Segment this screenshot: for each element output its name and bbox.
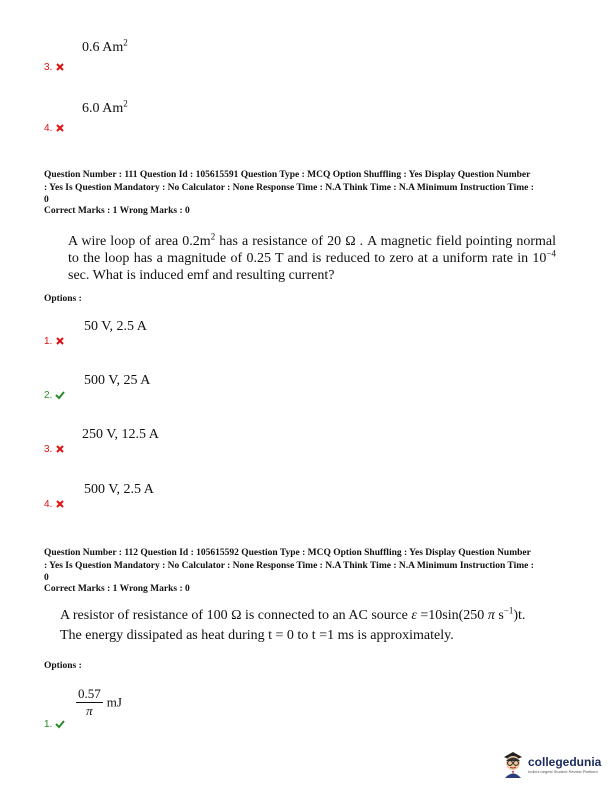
q111-text-c: sec. What is induced emf and resulting current? bbox=[68, 268, 335, 283]
wrong-cross-icon bbox=[55, 62, 65, 72]
q111-options-label: Options : bbox=[44, 294, 82, 304]
q111-option-4-number-text: 4. bbox=[44, 499, 53, 510]
q111-meta-line3: 0 bbox=[44, 195, 49, 205]
q111-option-3-number-text: 3. bbox=[44, 444, 53, 455]
q112-option-1-number-text: 1. bbox=[44, 719, 53, 730]
student-mascot-icon bbox=[502, 750, 524, 778]
prev-option-4-label: 6.0 Am bbox=[82, 101, 124, 116]
q112-question-text bbox=[60, 607, 560, 644]
q112-line1-e: s bbox=[494, 608, 504, 623]
q112-meta bbox=[44, 547, 584, 585]
q111-text-b: has a resistance of 20 Ω . A magnetic field pointing normal to the loop has a magnitude of 0.25 T and is reduced to zero at a uniform rate in 10 bbox=[68, 234, 556, 266]
logo-subtext: India's largest Student Review Platform bbox=[528, 768, 598, 774]
q112-line2: The energy dissipated as heat during t = 0 to t =1 ms is approximately. bbox=[60, 628, 454, 643]
q112-option-1-unit: mJ bbox=[106, 694, 122, 710]
q111-meta-line2: : Yes Is Question Mandatory : No Calculator : None Response Time : N.A Think Time : N.A Minimum Instruction Time : bbox=[44, 182, 534, 193]
q111-option-1-text: 50 V, 2.5 A bbox=[84, 319, 147, 334]
q112-options-label: Options : bbox=[44, 661, 82, 671]
q112-option-1-fraction bbox=[76, 686, 103, 719]
q111-text-a-sup: 2 bbox=[210, 231, 216, 242]
q111-meta bbox=[44, 169, 584, 207]
prev-option-3-label: 0.6 Am bbox=[82, 40, 124, 55]
wrong-cross-icon bbox=[55, 336, 65, 346]
q112-option-1-text bbox=[76, 686, 122, 719]
wrong-cross-icon bbox=[55, 499, 65, 509]
q112-meta-line1: Question Number : 112 Question Id : 105615592 Question Type : MCQ Option Shuffling : Yes Display Question Number bbox=[44, 548, 531, 558]
q111-option-4-number bbox=[44, 499, 65, 510]
q111-meta-line1: Question Number : 111 Question Id : 105615591 Question Type : MCQ Option Shuffling : Yes Display Question Number bbox=[44, 170, 531, 180]
q112-meta-line3: 0 bbox=[44, 573, 49, 583]
correct-check-icon bbox=[55, 390, 65, 400]
prev-option-4-sup: 2 bbox=[123, 98, 128, 109]
q111-option-2-number bbox=[44, 390, 65, 401]
q111-option-3-text: 250 V, 12.5 A bbox=[82, 427, 159, 442]
q111-option-3-number bbox=[44, 444, 65, 455]
prev-option-4-text bbox=[82, 98, 128, 117]
prev-option-3-text bbox=[82, 37, 128, 56]
q111-option-1-number-text: 1. bbox=[44, 336, 53, 347]
q112-epsilon: ε bbox=[411, 608, 417, 623]
q111-text-a: A wire loop of area 0.2m bbox=[68, 234, 211, 249]
q112-line1-a: A resistor of resistance of 100 Ω is connected to an AC source bbox=[60, 608, 412, 623]
collegedunia-logo bbox=[502, 750, 601, 778]
q112-marks: Correct Marks : 1 Wrong Marks : 0 bbox=[44, 584, 190, 594]
q112-option-1-number bbox=[44, 719, 65, 730]
q111-text-b-sup: −4 bbox=[546, 248, 556, 259]
q112-line1-sup: −1 bbox=[503, 605, 514, 616]
q112-option-1-numerator: 0.57 bbox=[78, 686, 101, 701]
q111-question-text bbox=[68, 233, 556, 284]
q111-option-2-text: 500 V, 25 A bbox=[84, 373, 151, 388]
prev-option-4-number-text: 4. bbox=[44, 123, 53, 134]
q111-option-1-number bbox=[44, 336, 65, 347]
q112-option-1-denominator: π bbox=[86, 703, 93, 718]
wrong-cross-icon bbox=[55, 123, 65, 133]
q112-line1-f: )t. bbox=[513, 608, 526, 623]
prev-option-3-sup: 2 bbox=[123, 37, 128, 48]
wrong-cross-icon bbox=[55, 444, 65, 454]
q112-meta-line2: : Yes Is Question Mandatory : No Calculator : None Response Time : N.A Think Time : N.A Minimum Instruction Time : bbox=[44, 560, 534, 571]
q111-option-4-text: 500 V, 2.5 A bbox=[84, 482, 154, 497]
q112-line1-c: =10sin(250 bbox=[416, 608, 488, 623]
prev-option-3-number bbox=[44, 62, 65, 73]
q112-line1 bbox=[60, 607, 560, 624]
prev-option-3-number-text: 3. bbox=[44, 62, 53, 73]
q112-pi: π bbox=[487, 608, 495, 623]
q111-marks: Correct Marks : 1 Wrong Marks : 0 bbox=[44, 206, 190, 216]
prev-option-4-number bbox=[44, 123, 65, 134]
q111-option-2-number-text: 2. bbox=[44, 390, 53, 401]
logo-text: collegedunia bbox=[528, 754, 602, 769]
correct-check-icon bbox=[55, 719, 65, 729]
